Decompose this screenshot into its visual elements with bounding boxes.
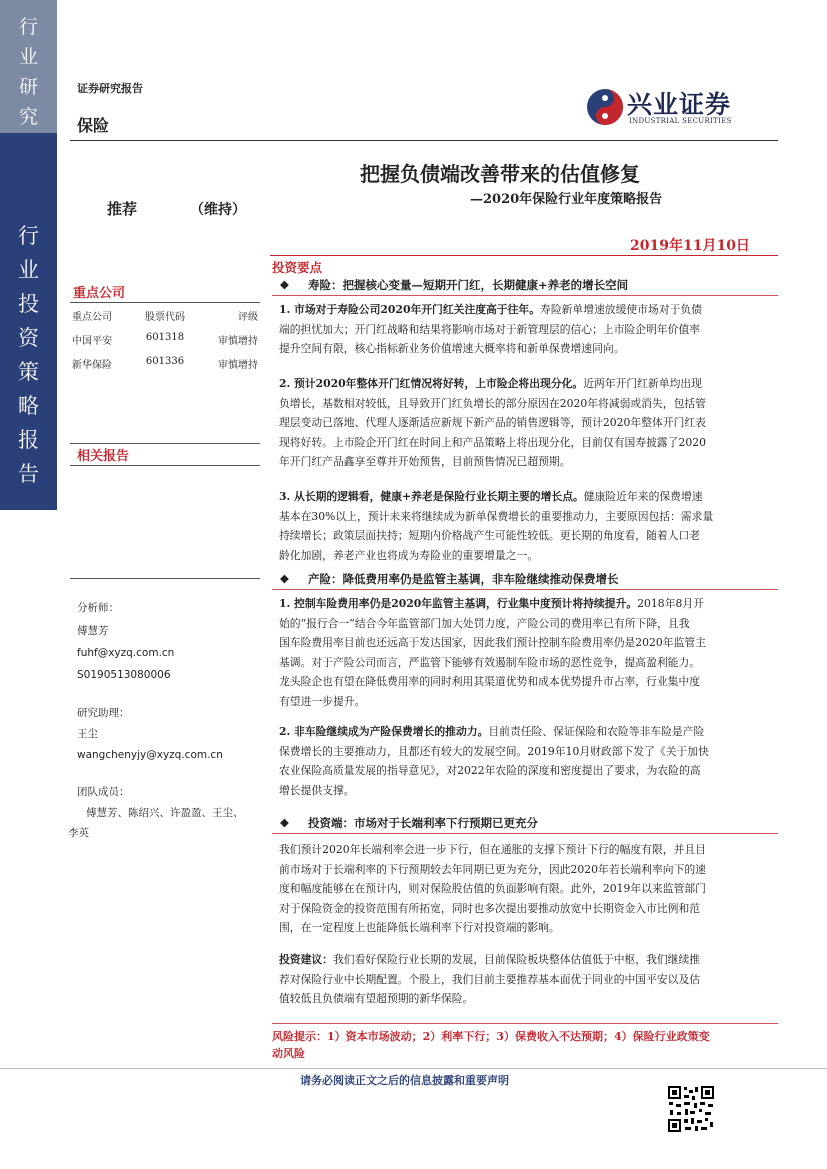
para-text: 龙头险企也有望在降低费用率的同时利用其渠道优势和成本优势提升市占率，行业集中度 [279, 675, 701, 688]
sidebar-char: 研 [18, 76, 38, 98]
table-header-cell: 股票代码 [145, 312, 185, 323]
para-text: 农业保险高质量发展的指导意见》，对2022年农险的深度和密度提出了要求，为农险的高 [279, 764, 701, 777]
report-date: 2019年11月10日 [630, 238, 750, 254]
qr-code-icon [667, 1085, 715, 1133]
risk-text: 风险提示：1）资本市场波动；2）利率下行；3）保费收入不达预期；4）保险行业政策变 [272, 1030, 710, 1043]
sidebar-report-kind [0, 133, 57, 510]
sidebar-char: 业 [18, 258, 39, 282]
table-cell: 601318 [145, 332, 185, 343]
table-cell: 中国平安 [72, 336, 112, 347]
para-text: 基本在30%以上，预计未来将继续成为新单保费增长的重要推动力，主要原因包括：需求量 [279, 509, 714, 523]
para-text: 值较低且负债端有望超预期的新华保险。 [279, 992, 474, 1005]
para-text: 围，在一定程度上也能降低长端利率下行对投资端的影响。 [279, 921, 560, 934]
para-text: 现将好转。上市险企开门红在时间上和产品策略上将出现分化，目前仅有国寿披露了2020 [279, 435, 706, 449]
para-text: 理层变动已落地、代理人逐渐适应新规下新产品的销售逻辑等，预计2020年整体开门红表 [279, 416, 706, 429]
para-text: 2018年8月开 [637, 597, 704, 610]
para-text: 前市场对于长端利率的下行预期较去年同期已更为充分，因此2020年若长端利率向下的速 [279, 862, 706, 876]
sidebar-char: 告 [18, 462, 39, 486]
table-row [72, 332, 258, 356]
para-text: 持续增长；政策层面扶持；短期内价格战产生可能性较低。更长期的角度看，随着人口老 [279, 529, 701, 542]
section-title: 寿险：把握核心变量—短期开门红，长期健康+养老的增长空间 [308, 278, 629, 292]
sidebar-char: 报 [18, 428, 39, 452]
report-subtitle: —2020年保险行业年度策略报告 [470, 192, 663, 207]
section-title: 投资端：市场对于长端利率下行预期已更充分 [308, 816, 538, 830]
header-divider [70, 140, 778, 141]
section-title: 产险：降低费用率仍是监管主基调，非车险继续推动保费增长 [308, 572, 619, 586]
para-text: 健康险近年来的保费增速 [583, 490, 703, 503]
logo-icon [585, 87, 625, 127]
key-companies-table [72, 308, 258, 380]
section-bullet-icon: ◆ [280, 277, 289, 291]
analyst-label: 分析师： [77, 602, 119, 614]
sidebar-char: 资 [18, 326, 39, 350]
sector-label: 保险 [77, 116, 110, 135]
para-lead: 2. 非车险继续成为产险保费增长的推动力。 [279, 725, 489, 738]
sidebar-category [0, 0, 57, 133]
divider [272, 833, 778, 834]
company-logo [585, 85, 780, 130]
table-cell: 601336 [145, 356, 185, 367]
para-lead: 3. 从长期的逻辑看，健康+养老是保险行业长期主要的增长点。 [279, 490, 584, 503]
paragraph [279, 374, 779, 472]
table-header-row [72, 308, 258, 332]
para-text: 始的“报行合一”结合今年监管部门加大处罚力度，产险公司的费用率已有所下降，且我 [279, 616, 690, 630]
logo-subtitle: INDUSTRIAL SECURITIES [629, 117, 732, 125]
para-text: 有望进一步提升。 [279, 694, 366, 708]
para-text: 年开门红产品鑫享至尊并开始预售，目前预售情况已超预期。 [279, 455, 571, 468]
risk-warning [272, 1028, 778, 1062]
analyst-email[interactable]: fuhf@xyzq.com.cn [77, 647, 175, 659]
divider [70, 443, 260, 444]
para-text: 增长提供支撑。 [279, 783, 355, 797]
table-cell: 审慎增持 [218, 360, 258, 371]
table-header-cell: 评级 [238, 312, 258, 323]
analyst-cert: S0190513080006 [77, 669, 171, 681]
sidebar-char: 业 [18, 46, 38, 68]
date-divider [270, 255, 778, 256]
para-text: 度和幅度能够在在预计内，则对保险股估值的负面影响有限。此外，2019年以来监管部门 [279, 882, 706, 895]
rating: 推荐 [107, 200, 138, 218]
assistant-email[interactable]: wangchenyjy@xyzq.com.cn [77, 749, 223, 761]
footer-divider [0, 1068, 827, 1069]
para-text: 提升空间有限，核心指标新业务价值增速大概率将和新单保费增速同向。 [279, 342, 625, 355]
sidebar-char: 略 [18, 394, 39, 418]
divider [70, 578, 260, 579]
para-text: 对于保险资金的投资范围有所拓宽，同时也多次提出要推动放宽中长期资金入市比例和范 [279, 901, 701, 915]
paragraph [279, 300, 779, 359]
sidebar-char: 策 [18, 360, 39, 384]
table-row [72, 356, 258, 380]
sidebar-char: 行 [18, 16, 38, 38]
divider [70, 465, 260, 466]
team-members: 李英 [68, 827, 89, 839]
section-bullet-icon: ◆ [280, 571, 289, 585]
para-lead: 1. 控制车险费用率仍是2020年监管主基调，行业集中度预计将持续提升。 [279, 597, 638, 610]
para-text: 我们看好保险行业长期的发展，目前保险板块整体估值低于中枢，我们继续推 [332, 953, 701, 966]
team-label: 团队成员： [77, 786, 130, 798]
related-reports-heading: 相关报告 [77, 449, 130, 464]
para-text: 我们预计2020年长端利率会进一步下行，但在通胀的支撑下预计下行的幅度有限，并且目 [279, 843, 706, 856]
para-lead: 投资建议： [279, 953, 333, 966]
investment-highlights-heading: 投资要点 [272, 260, 323, 275]
paragraph [279, 950, 779, 1009]
sidebar-char: 行 [18, 224, 39, 248]
section-bullet-icon: ◆ [280, 815, 289, 829]
para-text: 保费增长的主要推动力，且都还有较大的发展空间。2019年10月财政部下发了《关于加快 [279, 744, 709, 758]
sidebar-char: 投 [18, 292, 39, 316]
logo-name: 兴业证券 [627, 90, 732, 119]
para-text: 国车险费用率目前也还远高于发达国家，因此我们预计控制车险费用率仍是2020年监管主 [279, 636, 706, 649]
report-type: 证券研究报告 [77, 82, 143, 95]
footer-disclaimer: 请务必阅读正文之后的信息披露和重要声明 [300, 1074, 509, 1087]
team-members: 傅慧芳、陈绍兴、许盈盈、王尘、 [86, 807, 244, 819]
assistant-name: 王尘 [77, 728, 98, 740]
paragraph [279, 594, 779, 711]
para-text: 寿险新单增速放缓使市场对于负债 [540, 303, 702, 316]
divider [70, 302, 260, 303]
para-text: 负增长，基数相对较低，且导致开门红负增长的部分原因在2020年将减弱或消失，包括管 [279, 396, 706, 410]
para-text: 龄化加剧，养老产业也将成为寿险业的重要增量之一。 [279, 548, 539, 562]
paragraph [279, 487, 779, 565]
para-text: 基调。对于产险公司而言，严监管下能够有效遏制车险市场的恶性竞争，提高盈利能力。 [279, 655, 701, 669]
report-title: 把握负债端改善带来的估值修复 [360, 162, 640, 186]
table-cell: 新华保险 [72, 360, 112, 371]
para-text: 近两年开门红新单均出现 [583, 377, 702, 390]
key-companies-heading: 重点公司 [73, 286, 126, 301]
paragraph [279, 840, 779, 938]
sidebar-char: 究 [18, 106, 38, 128]
paragraph [279, 722, 779, 800]
divider [272, 295, 778, 296]
sidebar [0, 0, 57, 510]
para-text: 目前责任险、保证保险和农险等非车险是产险 [488, 725, 705, 738]
para-lead: 2. 预计2020年整体开门红情况将好转，上市险企将出现分化。 [279, 377, 584, 390]
para-lead: 1. 市场对于寿险公司2020年开门红关注度高于往年。 [279, 303, 541, 316]
table-cell: 审慎增持 [218, 336, 258, 347]
para-text: 荐对保险行业中长期配置。个股上，我们目前主要推荐基本面优于同业的中国平安以及估 [279, 972, 701, 986]
rating-note: （维持） [190, 202, 246, 218]
assistant-label: 研究助理： [77, 707, 130, 719]
risk-text: 动风险 [272, 1047, 305, 1060]
para-text: 端的担忧加大；开门红战略和结果将影响市场对于新管理层的信心；上市险企明年价值率 [279, 322, 701, 336]
divider [272, 1023, 778, 1024]
analyst-name: 傅慧芳 [77, 625, 109, 637]
table-header-cell: 重点公司 [72, 312, 112, 323]
divider [272, 589, 778, 590]
